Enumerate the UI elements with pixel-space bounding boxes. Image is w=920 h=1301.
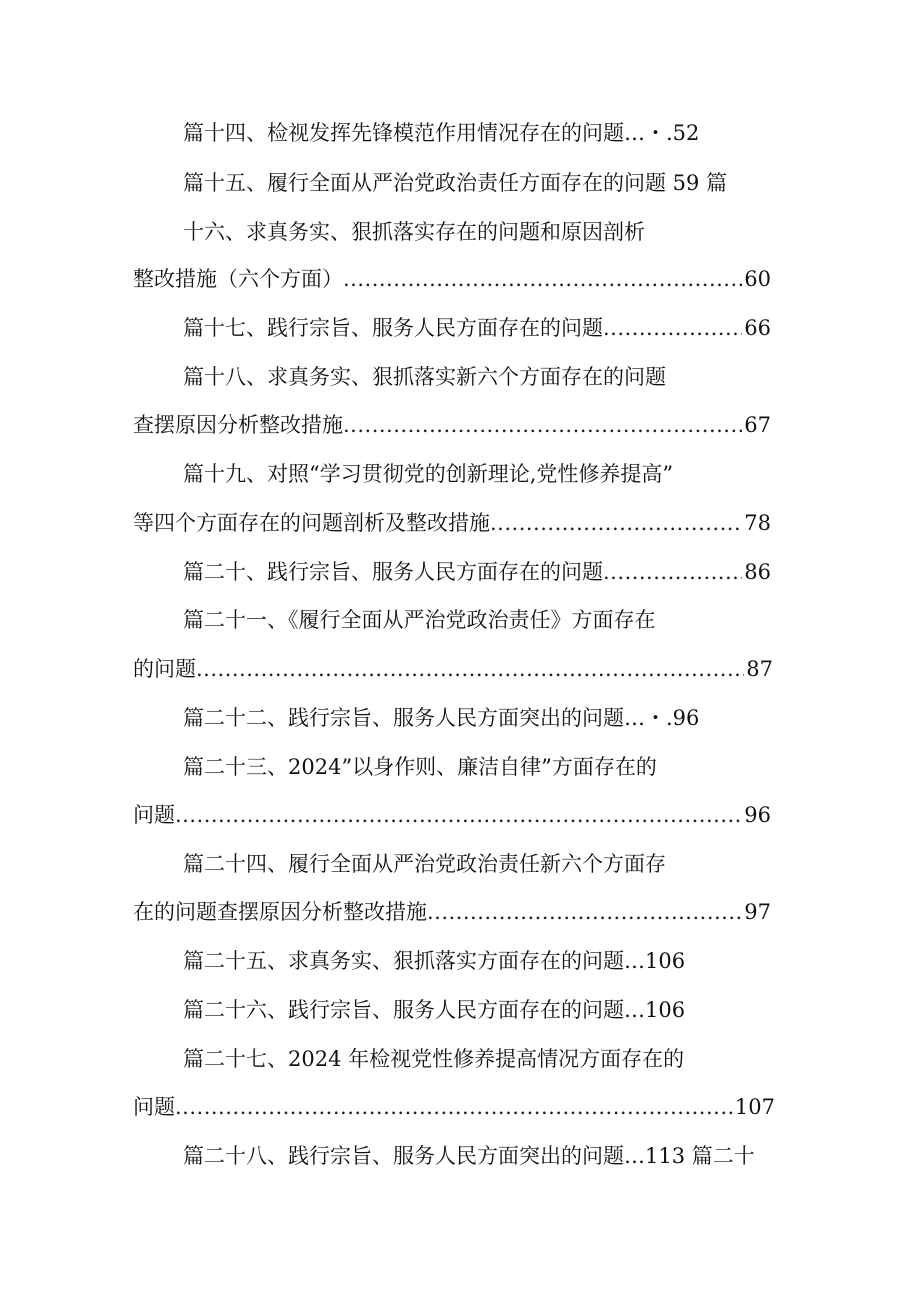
dot-leader <box>343 262 742 296</box>
toc-entry[interactable] <box>183 311 771 345</box>
toc-page-number: 66 <box>744 316 771 340</box>
toc-entry[interactable] <box>183 847 666 881</box>
toc-entry[interactable] <box>183 944 685 978</box>
toc-entry-text: 篇二十二、践行宗旨、服务人民方面突出的问题…・.96 <box>183 706 700 730</box>
toc-entry[interactable] <box>183 701 699 735</box>
toc-page-number: 60 <box>744 267 771 291</box>
toc-page-number: 86 <box>744 560 771 584</box>
toc-page-number: 97 <box>744 900 771 924</box>
toc-entry[interactable] <box>133 506 771 540</box>
toc-page-number: 87 <box>746 657 773 681</box>
toc-entry-text: 篇二十八、践行宗旨、服务人民方面突出的问题…113 篇二十 <box>183 1144 755 1168</box>
toc-entry-text: 查摆原因分析整改措施 <box>133 413 343 437</box>
dot-leader <box>175 1090 733 1124</box>
toc-entry[interactable] <box>183 555 771 589</box>
dot-leader <box>196 652 744 686</box>
toc-entry-text: 篇二十五、求真务实、狠抓落实方面存在的问题…106 <box>183 949 686 973</box>
toc-entry-text: 篇二十一、《履行全面从严治党政治责任》方面存在 <box>183 608 656 632</box>
toc-page-number: 67 <box>744 413 771 437</box>
dot-leader <box>490 506 742 540</box>
toc-page-number: 78 <box>744 511 771 535</box>
dot-leader <box>175 798 742 832</box>
toc-entry-text: 篇二十七、2024 年检视党性修养提高情况方面存在的 <box>183 1047 685 1071</box>
toc-entry-text: 在的问题查摆原因分析整改措施 <box>133 900 427 924</box>
toc-entry-text: 篇十四、检视发挥先锋模范作用情况存在的问题…・.52 <box>183 121 700 145</box>
toc-entry-text: 篇二十六、践行宗旨、服务人民方面存在的问题…106 <box>183 998 686 1022</box>
toc-entry[interactable] <box>183 360 666 394</box>
toc-entry[interactable] <box>133 1090 775 1124</box>
toc-entry[interactable] <box>183 1139 755 1173</box>
dot-leader <box>603 555 742 589</box>
toc-entry[interactable] <box>183 1042 684 1076</box>
toc-entry[interactable] <box>183 603 656 637</box>
toc-entry-text: 篇十五、履行全面从严治党政治责任方面存在的问题 59 篇 <box>183 171 728 195</box>
toc-entry[interactable] <box>183 750 657 784</box>
toc-entry-text: 整改措施（六个方面） <box>133 267 343 291</box>
toc-entry[interactable] <box>133 895 771 929</box>
toc-entry[interactable] <box>133 652 773 686</box>
toc-entry[interactable] <box>183 993 685 1027</box>
toc-entry-text: 篇二十、践行宗旨、服务人民方面存在的问题 <box>183 560 603 584</box>
toc-entry-text: 篇二十四、履行全面从严治党政治责任新六个方面存 <box>183 852 666 876</box>
dot-leader <box>343 408 742 442</box>
toc-entry-text: 篇二十三、2024”以身作则、廉洁自律”方面存在的 <box>183 755 657 779</box>
toc-page-number: 96 <box>744 803 771 827</box>
toc-entry-text: 篇十八、求真务实、狠抓落实新六个方面存在的问题 <box>183 365 666 389</box>
toc-entry[interactable] <box>133 262 771 296</box>
toc-entry-text: 问题 <box>133 1095 175 1119</box>
toc-entry[interactable] <box>183 457 673 491</box>
toc-entry[interactable] <box>133 408 771 442</box>
toc-entry-text: 篇十七、践行宗旨、服务人民方面存在的问题 <box>183 316 603 340</box>
toc-entry-text: 的问题 <box>133 657 196 681</box>
toc-page-number: 107 <box>734 1095 775 1119</box>
toc-entry-text: 问题 <box>133 803 175 827</box>
toc-entry-text: 篇十九、对照“学习贯彻党的创新理论,党性修养提高” <box>183 462 674 486</box>
toc-entry-text: 等四个方面存在的问题剖析及整改措施 <box>133 511 490 535</box>
toc-entry[interactable] <box>183 166 727 200</box>
toc-entry-text: 十六、求真务实、狠抓落实存在的问题和原因剖析 <box>183 220 645 244</box>
dot-leader <box>427 895 742 929</box>
dot-leader <box>603 311 742 345</box>
toc-entry[interactable] <box>183 215 645 249</box>
toc-entry[interactable] <box>133 798 771 832</box>
toc-entry[interactable] <box>183 116 699 150</box>
